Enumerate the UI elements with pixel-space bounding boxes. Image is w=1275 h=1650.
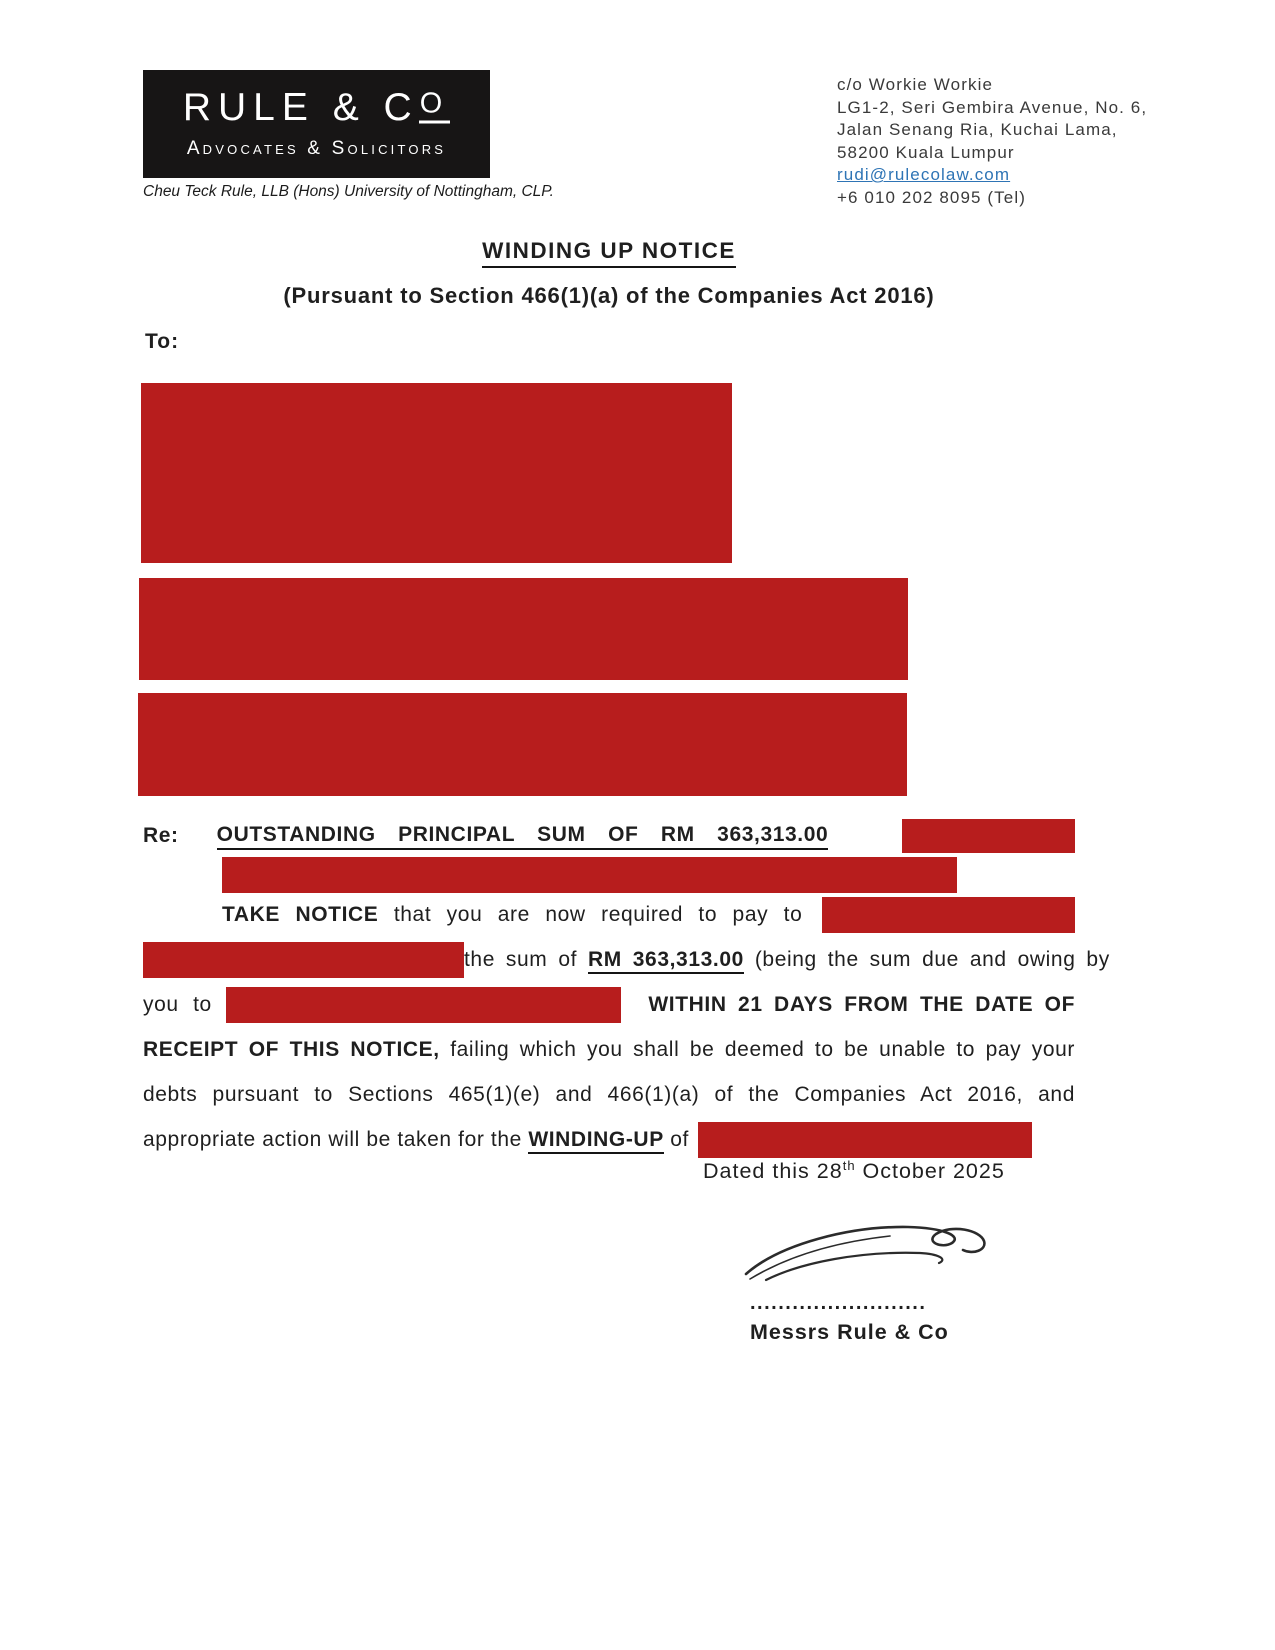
contact-address-line-3: 58200 Kuala Lumpur: [837, 142, 1015, 162]
to-label: To:: [145, 330, 180, 353]
firm-logo: [143, 70, 490, 178]
re-label: Re:: [143, 824, 179, 847]
contact-address-line-2: Jalan Senang Ria, Kuchai Lama,: [837, 120, 1118, 139]
re-subject: OUTSTANDING PRINCIPAL SUM OF RM 363,313.00: [217, 823, 829, 850]
re-line: [143, 817, 1075, 855]
dated-line: [703, 1158, 1005, 1184]
logo-wordmark-text: RULE & C: [182, 86, 419, 130]
redaction-payee-name: [822, 897, 1075, 933]
contact-address-line-1: LG1-2, Seri Gembira Avenue, No. 6,: [837, 97, 1148, 117]
take-notice-rest: that you are now required to pay to: [378, 903, 803, 926]
within-21-days-bold: WITHIN 21 DAYS FROM THE DATE OF: [648, 993, 1075, 1016]
redaction-recipient-address-2: [138, 693, 907, 796]
logo-wordmark: [183, 88, 450, 131]
appropriate-post: of: [663, 1128, 689, 1151]
redaction-creditor-name: [226, 987, 621, 1023]
body-line-receipt: [143, 1031, 1075, 1069]
body-line-winding-up: [143, 1121, 1109, 1159]
contact-care-of: c/o Workie Workie: [837, 75, 993, 94]
dated-prefix: Dated this 28: [703, 1159, 843, 1184]
appropriate-pre: appropriate action will be taken for the: [143, 1128, 529, 1151]
redaction-recipient-name: [141, 383, 732, 563]
dated-suffix: October 2025: [855, 1159, 1005, 1184]
re-line-2: [143, 856, 1075, 894]
winding-up-bold: WINDING-UP: [528, 1128, 664, 1154]
body-line-debts: [143, 1076, 1075, 1114]
title-block: [143, 238, 1075, 309]
contact-block: [837, 74, 1147, 209]
redaction-recipient-address-1: [139, 578, 908, 680]
receipt-bold: RECEIPT OF THIS NOTICE,: [143, 1038, 440, 1061]
signature-dotted-line: .........................: [750, 1292, 927, 1314]
sum-amount: RM 363,313.00: [588, 948, 744, 974]
firm-tagline: Cheu Teck Rule, LLB (Hons) University of Nottingham, CLP.: [143, 183, 554, 200]
body-line-sum: [143, 941, 1110, 979]
sum-post: (being the sum due and owing by: [743, 948, 1110, 971]
logo-underlined-o: O: [419, 90, 450, 124]
receipt-rest: failing which you shall be deemed to be unable to pay your: [439, 1038, 1075, 1061]
signature-scribble: [740, 1222, 992, 1286]
body-line-take-notice: [143, 896, 1075, 934]
logo-subtitle: Advocates & Solicitors: [186, 137, 447, 159]
debts-text: debts pursuant to Sections 465(1)(e) and 466(1)(a) of the Companies Act 2016, and: [143, 1083, 1075, 1106]
take-notice-bold: TAKE NOTICE: [222, 903, 379, 926]
redaction-company-name: [698, 1122, 1032, 1158]
notice-subtitle: (Pursuant to Section 466(1)(a) of the Companies Act 2016): [283, 283, 935, 308]
signatory-name: Messrs Rule & Co: [750, 1320, 949, 1344]
body-line-you-to: [143, 986, 1075, 1024]
redaction-re-line-2: [222, 857, 957, 893]
redaction-re-line-end: [902, 819, 1075, 853]
redaction-payee-name-2: [143, 942, 464, 978]
sum-pre: the sum of: [464, 948, 588, 971]
you-to-text: you to: [143, 993, 212, 1016]
dated-ordinal: th: [842, 1158, 856, 1173]
phone-number: +6 010 202 8095 (Tel): [837, 187, 1026, 207]
notice-title: WINDING UP NOTICE: [482, 238, 736, 268]
email-link[interactable]: rudi@rulecolaw.com: [837, 165, 1011, 184]
